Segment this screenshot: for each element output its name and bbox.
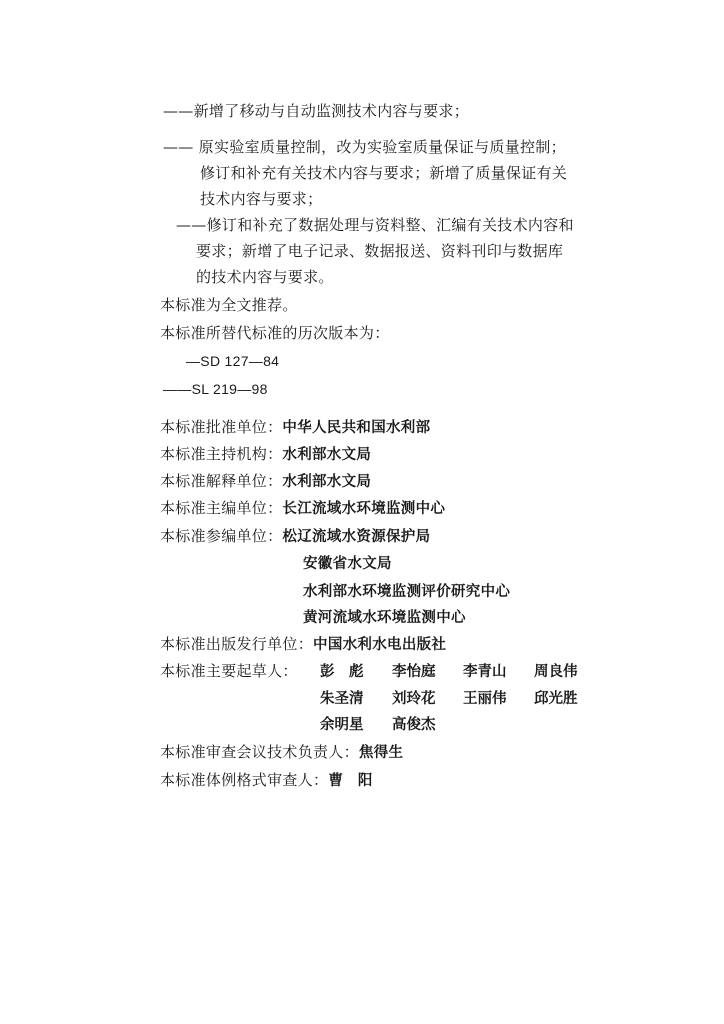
co-editor-row	[160, 527, 430, 546]
co-editor-4: 黄河流域水环境监测中心	[303, 610, 466, 626]
review-label: 本标准审查会议技术负责人：	[160, 743, 359, 761]
publisher-row	[160, 635, 446, 654]
drafter-name: 刘玲花	[392, 691, 436, 707]
approval-row	[160, 418, 430, 437]
drafter-name: 邱光胜	[534, 691, 578, 707]
co-editor-3: 水利部水环境监测评价研究中心	[303, 584, 511, 600]
drafter-name: 朱圣清	[320, 691, 364, 707]
host-row	[160, 445, 371, 464]
host-label: 本标准主持机构：	[160, 445, 283, 463]
format-review-label: 本标准体例格式审查人：	[160, 771, 329, 789]
interpretation-label: 本标准解释单位：	[160, 472, 283, 490]
revision-item-2-line-3: 技术内容与要求；	[200, 190, 323, 208]
review-row	[160, 743, 403, 762]
revision-item-3-line-1: ——修订和补充了数据处理与资料整、汇编有关技术内容和	[176, 216, 574, 234]
co-editor-label: 本标准参编单位：	[160, 527, 283, 545]
interpretation-row	[160, 472, 371, 491]
drafter-name: 余明星	[320, 717, 364, 733]
interpretation-value: 水利部水文局	[282, 474, 372, 490]
format-review-row	[160, 771, 373, 790]
chief-editor-row	[160, 499, 445, 518]
approval-value: 中华人民共和国水利部	[282, 420, 431, 436]
drafter-name: 李怡庭	[392, 664, 436, 680]
drafter-name: 周良伟	[534, 664, 578, 680]
revision-item-2-line-1: —— 原实验室质量控制，改为实验室质量保证与质量控制；	[163, 138, 566, 156]
co-editor-1: 松辽流域水资源保护局	[282, 529, 431, 545]
chief-editor-label: 本标准主编单位：	[160, 499, 283, 517]
drafter-name: 彭 彪	[320, 664, 364, 680]
drafter-name: 王丽伟	[463, 691, 507, 707]
drafters-label: 本标准主要起草人：	[160, 662, 298, 680]
co-editor-2: 安徽省水文局	[303, 556, 392, 572]
version-sl-219: ——SL 219—98	[163, 381, 268, 397]
chief-editor-value: 长江流域水环境监测中心	[282, 501, 446, 517]
revision-item-2-line-2: 修订和补充有关技术内容与要求；新增了质量保证有关	[200, 164, 568, 182]
revision-item-1: ——新增了移动与自动监测技术内容与要求；	[163, 102, 470, 120]
revision-item-3-line-2: 要求；新增了电子记录、数据报送、资料刊印与数据库	[196, 242, 564, 260]
drafter-name: 高俊杰	[392, 717, 436, 733]
host-value: 水利部水文局	[282, 447, 372, 463]
drafter-name: 李青山	[463, 664, 507, 680]
publisher-value: 中国水利水电出版社	[313, 637, 447, 653]
format-review-value: 曹 阳	[328, 773, 373, 789]
review-value: 焦得生	[358, 745, 404, 761]
publisher-label: 本标准出版发行单位：	[160, 635, 314, 653]
approval-label: 本标准批准单位：	[160, 418, 283, 436]
recommendation-text: 本标准为全文推荐。	[160, 296, 298, 314]
replaced-versions-intro: 本标准所替代标准的历次版本为：	[160, 324, 390, 342]
version-sd-127: —SD 127—84	[186, 353, 280, 369]
revision-item-3-line-3: 的技术内容与要求。	[196, 268, 334, 286]
